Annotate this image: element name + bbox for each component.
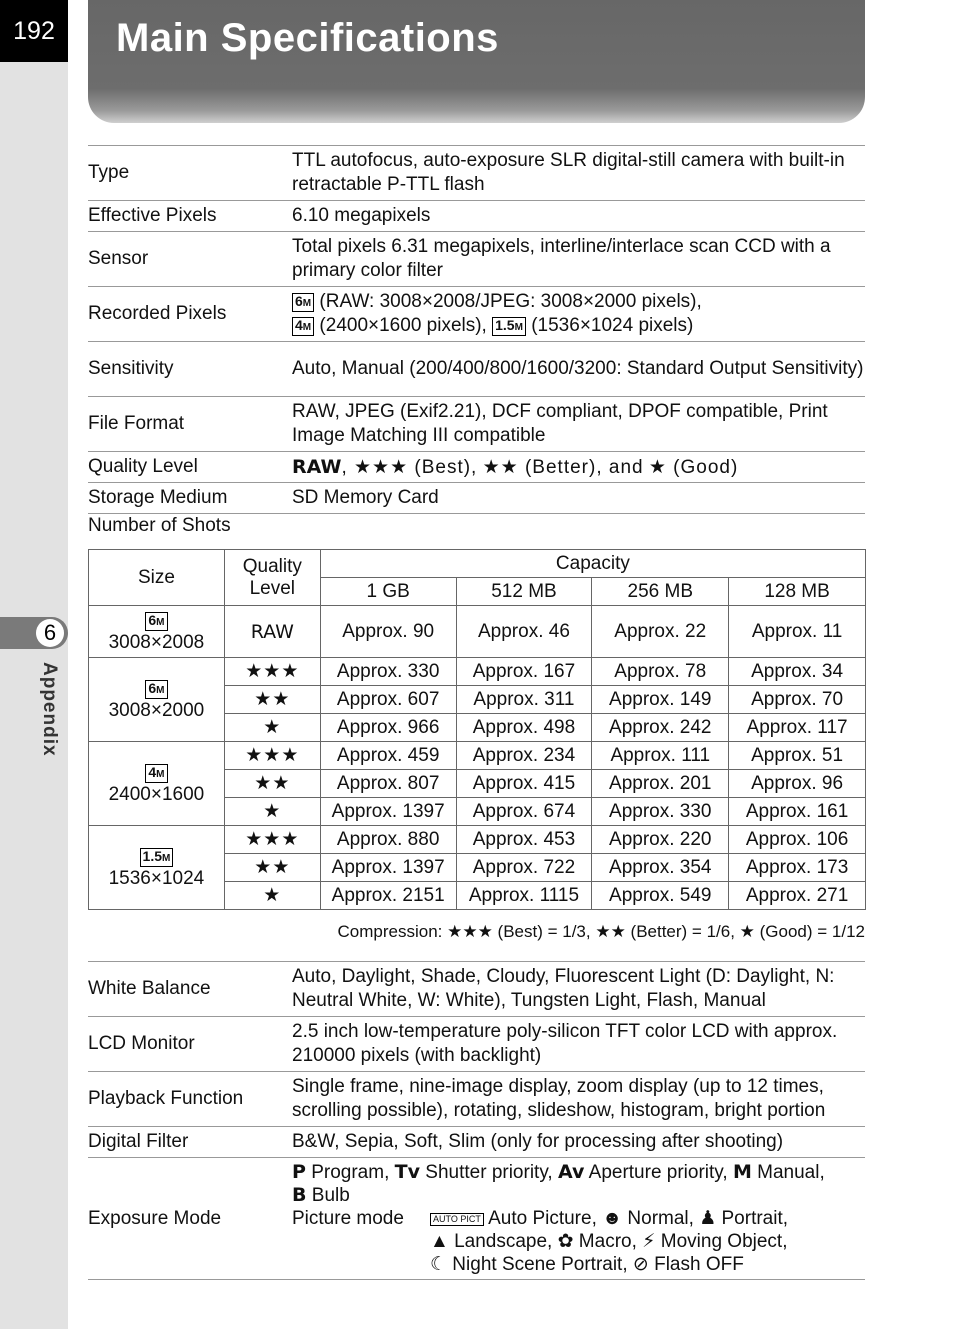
spec-label: Sensor <box>88 248 149 269</box>
spec-row <box>88 146 865 201</box>
value-cell: Approx. 459 <box>320 742 456 770</box>
size-header: Size <box>89 550 225 606</box>
size-cell: 6M 3008×2000 <box>89 658 225 742</box>
value-cell: Approx. 1115 <box>456 882 592 910</box>
spec-row <box>88 1158 865 1280</box>
auto-picture-icon: AUTO PICT <box>430 1213 484 1226</box>
value-cell: Approx. 453 <box>456 826 592 854</box>
value-cell: Approx. 2151 <box>320 882 456 910</box>
spec-row <box>88 1072 865 1127</box>
value-cell: Approx. 201 <box>592 770 729 798</box>
spec-label: Effective Pixels <box>88 205 217 226</box>
quality-header: Quality Level <box>224 550 320 606</box>
6m-icon: 6M <box>145 612 167 631</box>
chapter-number: 6 <box>36 619 64 647</box>
spec-row <box>88 1017 865 1072</box>
number-of-shots-table <box>88 549 866 910</box>
spec-row <box>88 1127 865 1158</box>
spec-label: Quality Level <box>88 456 198 477</box>
spec-row <box>88 232 865 287</box>
value-cell: Approx. 46 <box>456 606 592 658</box>
number-of-shots-label: Number of Shots <box>88 515 231 536</box>
spec-row <box>88 201 865 232</box>
6m-icon: 6M <box>292 293 314 312</box>
bulb-mode-icon: B <box>292 1184 307 1206</box>
spec-value: SD Memory Card <box>292 487 439 508</box>
value-cell: Approx. 11 <box>729 606 866 658</box>
quality-cell: ★★ <box>224 770 320 798</box>
value-cell: Approx. 117 <box>729 714 866 742</box>
1-5m-icon: 1.5M <box>492 317 526 336</box>
spec-label: Digital Filter <box>88 1131 189 1152</box>
value-cell: Approx. 498 <box>456 714 592 742</box>
chapter-label: Appendix <box>39 662 60 757</box>
quality-cell: ★ <box>224 798 320 826</box>
value-cell: Approx. 111 <box>592 742 729 770</box>
value-cell: Approx. 354 <box>592 854 729 882</box>
raw-icon: RAW <box>292 455 342 478</box>
spec-value: Auto, Daylight, Shade, Cloudy, Fluorescent Light (D: Daylight, N: Neutral White, W: White), Tungsten Light, Flash, Manual <box>292 966 835 1011</box>
capacity-col: 256 MB <box>592 578 729 606</box>
page-title: Main Specifications <box>116 16 499 60</box>
value-cell: Approx. 22 <box>592 606 729 658</box>
specs-table-top <box>88 145 865 514</box>
value-cell: Approx. 173 <box>729 854 866 882</box>
capacity-col: 512 MB <box>456 578 592 606</box>
spec-row <box>88 397 865 452</box>
value-cell: Approx. 220 <box>592 826 729 854</box>
spec-value: Total pixels 6.31 megapixels, interline/interlace scan CCD with a primary color filter <box>292 236 831 281</box>
value-cell: Approx. 90 <box>320 606 456 658</box>
spec-value: B&W, Sepia, Soft, Slim (only for processing after shooting) <box>292 1131 784 1152</box>
value-cell: Approx. 1397 <box>320 798 456 826</box>
spec-label: LCD Monitor <box>88 1033 195 1054</box>
spec-value: Auto, Manual (200/400/800/1600/3200: Standard Output Sensitivity) <box>292 358 864 379</box>
spec-row <box>88 342 865 397</box>
page-number: 192 <box>0 0 68 62</box>
spec-row <box>88 483 865 514</box>
quality-cell: ★★ <box>224 854 320 882</box>
value-cell: Approx. 415 <box>456 770 592 798</box>
spec-label: Exposure Mode <box>88 1207 222 1229</box>
aperture-priority-icon: Av <box>557 1161 585 1183</box>
spec-value: Single frame, nine-image display, zoom display (up to 12 times, scrolling possible), rotating, slideshow, histogram, bright portion <box>292 1076 826 1121</box>
spec-row <box>88 962 865 1017</box>
quality-cell: RAW <box>224 606 320 658</box>
manual-mode-icon: M <box>732 1161 752 1183</box>
value-cell: Approx. 549 <box>592 882 729 910</box>
value-cell: Approx. 966 <box>320 714 456 742</box>
value-cell: Approx. 311 <box>456 686 592 714</box>
size-cell: 6M 3008×2008 <box>89 606 225 658</box>
quality-cell: ★★★ <box>224 658 320 686</box>
header-row <box>89 550 866 578</box>
quality-cell: ★★ <box>224 686 320 714</box>
value-cell: Approx. 106 <box>729 826 866 854</box>
spec-value: RAW, JPEG (Exif2.21), DCF compliant, DPOF compatible, Print Image Matching III compatible <box>292 401 828 446</box>
4m-icon: 4M <box>145 764 167 783</box>
quality-cell: ★★★ <box>224 826 320 854</box>
spec-value: TTL autofocus, auto-exposure SLR digital-still camera with built-in retractable P-TTL flash <box>292 150 845 195</box>
quality-cell: ★ <box>224 882 320 910</box>
spec-value: 2.5 inch low-temperature poly-silicon TFT color LCD with approx. 210000 pixels (with backlight) <box>292 1021 838 1066</box>
spec-label: Playback Function <box>88 1088 244 1109</box>
value-cell: Approx. 330 <box>320 658 456 686</box>
value-cell: Approx. 234 <box>456 742 592 770</box>
value-cell: Approx. 242 <box>592 714 729 742</box>
table-row <box>89 742 866 770</box>
value-cell: Approx. 167 <box>456 658 592 686</box>
4m-icon: 4M <box>292 317 314 336</box>
spec-value: 6M (RAW: 3008×2008/JPEG: 3008×2000 pixels), 4M (2400×1600 pixels), 1.5M (1536×1024 pixels) <box>292 287 865 342</box>
value-cell: Approx. 330 <box>592 798 729 826</box>
value-cell: Approx. 149 <box>592 686 729 714</box>
spec-label: Recorded Pixels <box>88 303 227 324</box>
value-cell: Approx. 807 <box>320 770 456 798</box>
table-row <box>89 606 866 658</box>
value-cell: Approx. 70 <box>729 686 866 714</box>
1-5m-icon: 1.5M <box>140 848 174 867</box>
6m-icon: 6M <box>145 680 167 699</box>
spec-row <box>88 452 865 483</box>
spec-label: Sensitivity <box>88 358 174 379</box>
value-cell: Approx. 78 <box>592 658 729 686</box>
spec-label: Type <box>88 162 130 183</box>
picture-mode-label: Picture mode <box>292 1208 404 1229</box>
size-cell: 1.5M 1536×1024 <box>89 826 225 910</box>
spec-label: White Balance <box>88 978 211 999</box>
spec-value: P Program, Tv Shutter priority, Av Aperture priority, M Manual, B Bulb Picture mode AUTO PICT Auto Picture, ☻ Normal, ♟ Portrait, ▲ Landscape, ✿ Macro, ⚡ Moving Object, ☾ Night Scene Portrait, ⊘ Flash OFF <box>292 1161 825 1275</box>
value-cell: Approx. 96 <box>729 770 866 798</box>
table-row <box>89 658 866 686</box>
capacity-col: 1 GB <box>320 578 456 606</box>
quality-cell: ★ <box>224 714 320 742</box>
capacity-col: 128 MB <box>729 578 866 606</box>
spec-label: File Format <box>88 413 185 434</box>
value-cell: Approx. 722 <box>456 854 592 882</box>
table-row <box>89 826 866 854</box>
compression-note: Compression: ★★★ (Best) = 1/3, ★★ (Better) = 1/6, ★ (Good) = 1/12 <box>337 922 865 941</box>
value-cell: Approx. 674 <box>456 798 592 826</box>
program-mode-icon: P <box>292 1161 306 1183</box>
spec-value: RAW, ★★★ (Best), ★★ (Better), and ★ (Good) <box>292 455 739 478</box>
value-cell: Approx. 1397 <box>320 854 456 882</box>
spec-label: Storage Medium <box>88 487 228 508</box>
size-cell: 4M 2400×1600 <box>89 742 225 826</box>
shutter-priority-icon: Tv <box>394 1161 420 1183</box>
value-cell: Approx. 161 <box>729 798 866 826</box>
specs-table-bottom <box>88 961 865 1280</box>
value-cell: Approx. 271 <box>729 882 866 910</box>
spec-value: 6.10 megapixels <box>292 205 431 226</box>
value-cell: Approx. 607 <box>320 686 456 714</box>
title-banner <box>88 0 865 123</box>
value-cell: Approx. 880 <box>320 826 456 854</box>
value-cell: Approx. 51 <box>729 742 866 770</box>
value-cell: Approx. 34 <box>729 658 866 686</box>
capacity-header: Capacity <box>320 550 865 578</box>
spec-row <box>88 287 865 342</box>
quality-cell: ★★★ <box>224 742 320 770</box>
